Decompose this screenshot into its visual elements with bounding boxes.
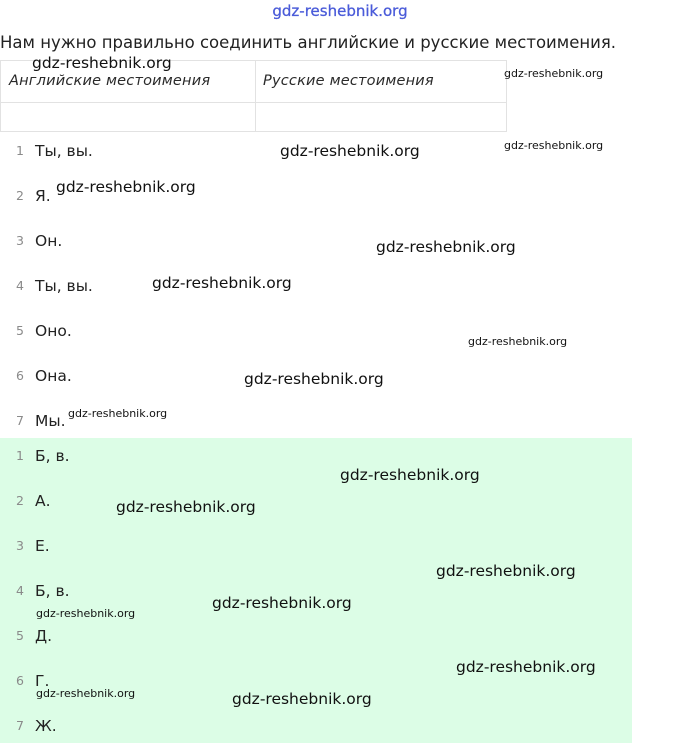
answer-text: Б, в. <box>35 447 70 465</box>
item-number: 1 <box>16 143 24 158</box>
watermark: gdz-reshebnik.org <box>436 562 576 580</box>
answer-number: 4 <box>16 583 24 598</box>
watermark: gdz-reshebnik.org <box>36 607 136 620</box>
answer-number: 5 <box>16 628 24 643</box>
answer-text: Б, в. <box>35 582 70 600</box>
watermark: gdz-reshebnik.org <box>244 370 384 388</box>
watermark: gdz-reshebnik.org <box>280 142 420 160</box>
watermark: gdz-reshebnik.org <box>504 139 604 152</box>
site-header-link[interactable]: gdz-reshebnik.org <box>272 2 408 20</box>
col-english-header: Английские местоимения <box>9 73 211 89</box>
item-text: Я. <box>35 187 51 205</box>
item-number: 3 <box>16 233 24 248</box>
answer-number: 2 <box>16 493 24 508</box>
answer-number: 3 <box>16 538 24 553</box>
answer-number: 1 <box>16 448 24 463</box>
item-number: 4 <box>16 278 24 293</box>
watermark: gdz-reshebnik.org <box>340 466 480 484</box>
item-number: 6 <box>16 368 24 383</box>
item-text: Он. <box>35 232 63 250</box>
table-divider <box>255 61 256 131</box>
answer-text: Е. <box>35 537 50 555</box>
watermark: gdz-reshebnik.org <box>456 658 596 676</box>
item-text: Ты, вы. <box>35 142 93 160</box>
item-text: Она. <box>35 367 72 385</box>
watermark: gdz-reshebnik.org <box>56 178 196 196</box>
answer-text: А. <box>35 492 51 510</box>
watermark: gdz-reshebnik.org <box>116 498 256 516</box>
watermark: gdz-reshebnik.org <box>376 238 516 256</box>
watermark: gdz-reshebnik.org <box>468 335 568 348</box>
answer-text: Г. <box>35 672 50 690</box>
watermark: gdz-reshebnik.org <box>36 687 136 700</box>
watermark: gdz-reshebnik.org <box>212 594 352 612</box>
answer-number: 6 <box>16 673 24 688</box>
col-russian-header: Русские местоимения <box>263 73 434 89</box>
item-text: Мы. <box>35 412 66 430</box>
item-number: 5 <box>16 323 24 338</box>
item-number: 7 <box>16 413 24 428</box>
watermark: gdz-reshebnik.org <box>232 690 372 708</box>
intro-text: Нам нужно правильно соединить английские и русские местоимения. <box>0 33 617 52</box>
item-number: 2 <box>16 188 24 203</box>
answer-text: Ж. <box>35 717 57 735</box>
item-text: Оно. <box>35 322 72 340</box>
watermark: gdz-reshebnik.org <box>68 407 168 420</box>
watermark: gdz-reshebnik.org <box>504 67 604 80</box>
answer-text: Д. <box>35 627 53 645</box>
watermark: gdz-reshebnik.org <box>32 54 172 72</box>
watermark: gdz-reshebnik.org <box>152 274 292 292</box>
item-text: Ты, вы. <box>35 277 93 295</box>
answer-number: 7 <box>16 718 24 733</box>
